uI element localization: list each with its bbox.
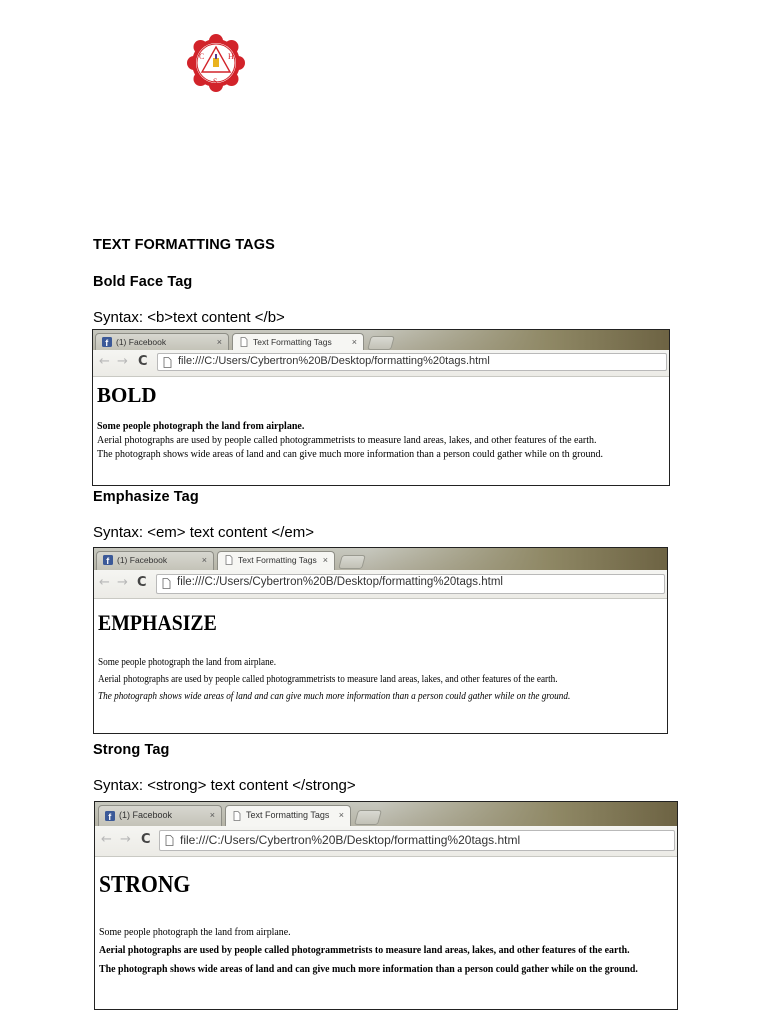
tab-strip [93,330,669,350]
url-text: file:///C:/Users/Cybertron%20B/Desktop/formatting%20tags.html [180,833,521,847]
page-heading: BOLD [97,383,157,407]
tab-label: Text Formatting Tags [253,337,332,347]
page-icon [232,811,242,821]
section-title-bold: Bold Face Tag [93,274,193,290]
url-text: file:///C:/Users/Cybertron%20B/Desktop/formatting%20tags.html [177,576,503,588]
tab-strip [95,802,677,826]
tab-facebook[interactable] [96,551,214,570]
page-icon [224,555,234,565]
reload-icon[interactable]: C [138,354,148,369]
tab-text-formatting[interactable] [225,805,351,826]
content-line: Aerial photographs are used by people called photogrammetrists to measure land areas, lakes, and other features of the earth. [97,435,597,446]
page-content [93,377,669,485]
tab-facebook[interactable] [95,333,229,350]
new-tab-button[interactable] [338,555,366,569]
page-heading: STRONG [99,872,191,898]
reload-icon[interactable]: C [141,832,151,847]
tab-label: Text Formatting Tags [238,555,317,565]
url-text: file:///C:/Users/Cybertron%20B/Desktop/formatting%20tags.html [178,355,490,367]
close-icon[interactable]: × [322,555,328,565]
page-content [94,600,667,733]
facebook-icon [103,555,113,565]
content-line-emphasized: The photograph shows wide areas of land and can give much more information than a person could gather while on the ground. [98,691,571,702]
document-heading: TEXT FORMATTING TAGS [93,237,275,253]
tab-label: (1) Facebook [116,337,167,347]
forward-arrow-icon[interactable]: → [117,354,128,369]
tab-label: Text Formatting Tags [246,810,330,820]
content-line-strong: The photograph shows wide areas of land and can give much more information than a person could gather while on the ground. [99,963,638,975]
browser-toolbar [95,826,677,857]
content-line-bold: Some people photograph the land from airplane. [97,421,305,432]
svg-text:f: f [108,812,112,821]
close-icon[interactable]: × [209,810,215,820]
new-tab-button[interactable] [354,810,382,825]
back-arrow-icon[interactable]: ← [101,832,112,847]
address-bar[interactable] [157,353,667,371]
page-icon [239,337,249,347]
tab-label: (1) Facebook [117,555,168,565]
seal-letter-c: C [199,52,205,61]
page-icon [163,357,172,368]
content-line-strong: Aerial photographs are used by people called photogrammetrists to measure land areas, lakes, and other features of the earth. [99,944,630,956]
syntax-strong: Syntax: <strong> text content </strong> [93,777,356,794]
address-bar[interactable] [156,574,665,594]
page-icon [162,578,171,589]
content-line: Some people photograph the land from airplane. [98,657,277,668]
forward-arrow-icon[interactable]: → [120,832,131,847]
facebook-icon [102,337,112,347]
seal-letter-h: H [228,52,234,61]
close-icon[interactable]: × [201,555,207,565]
tab-strip [94,548,667,570]
facebook-icon [105,811,115,821]
close-icon[interactable]: × [351,337,357,347]
page-icon [165,835,174,846]
close-icon[interactable]: × [216,337,222,347]
syntax-bold: Syntax: <b>text content </b> [93,309,285,326]
close-icon[interactable]: × [338,810,344,820]
browser-toolbar [94,570,667,599]
tab-text-formatting[interactable] [232,333,364,350]
content-line: The photograph shows wide areas of land and can give much more information than a person could gather while on th ground. [97,449,603,460]
new-tab-button[interactable] [367,336,395,350]
tab-label: (1) Facebook [119,810,173,820]
forward-arrow-icon[interactable]: → [117,575,128,590]
school-seal-logo [182,34,250,92]
page-heading: EMPHASIZE [98,610,217,635]
browser-screenshot-strong [94,801,678,1010]
svg-text:f: f [105,338,109,347]
svg-text:f: f [106,556,110,565]
page-content [95,858,677,1009]
browser-toolbar [93,350,669,377]
content-line: Some people photograph the land from airplane. [99,926,291,938]
tab-text-formatting[interactable] [217,551,335,570]
browser-screenshot-bold [92,329,670,486]
tab-facebook[interactable] [98,805,222,826]
seal-letter-s: S [213,77,218,86]
address-bar[interactable] [159,830,675,851]
section-title-emphasize: Emphasize Tag [93,489,199,505]
reload-icon[interactable]: C [137,575,147,590]
content-line: Aerial photographs are used by people called photogrammetrists to measure land areas, lakes, and other features of the earth. [98,674,558,685]
syntax-emphasize: Syntax: <em> text content </em> [93,524,314,541]
browser-screenshot-emphasize [93,547,668,734]
back-arrow-icon[interactable]: ← [99,575,110,590]
back-arrow-icon[interactable]: ← [99,354,110,369]
section-title-strong: Strong Tag [93,742,170,758]
